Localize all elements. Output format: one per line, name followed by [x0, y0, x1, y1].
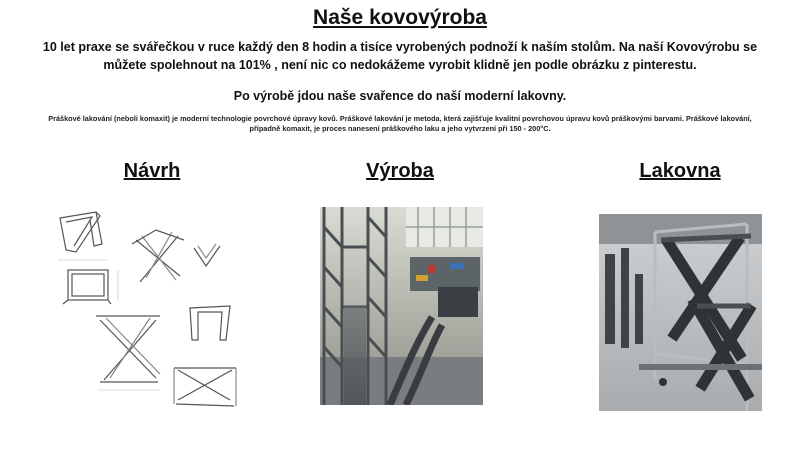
intro-text: 10 let praxe se svářečkou v ruce každý den 8 hodin a tisíce vyrobených podnoží k naším stolům. Na naší Kovovýrobu se můžete spolehnout na 101% , není nic co nedokážeme vyrobit klidně jen podle obrázku z pinterestu. — [42, 40, 758, 72]
column-heading-paint-shop: Lakovna — [639, 160, 721, 182]
powder-coating-text: Práškové lakování (neboli komaxit) je moderní technologie povrchové úpravy kovů. Práškové lakování je metoda, která zajišťuje kvalitní povrchovou úpravu kovů práškovými barvami. Práškové lakování, případně komaxit, je proces nanesení práškového laku a jeho vytvrzení při 150 - 200°C. — [48, 114, 752, 133]
paint-shop-subheading: Po výrobě jdou naše svařence do naší moderní lakovny. — [233, 89, 567, 103]
column-heading-design: Návrh — [123, 160, 181, 182]
paint-shop-photo — [599, 214, 762, 411]
page-title: Naše kovovýroba — [313, 6, 487, 29]
design-sketches-image — [48, 200, 258, 415]
production-workshop-photo — [320, 207, 483, 405]
column-heading-production: Výroba — [366, 160, 434, 182]
